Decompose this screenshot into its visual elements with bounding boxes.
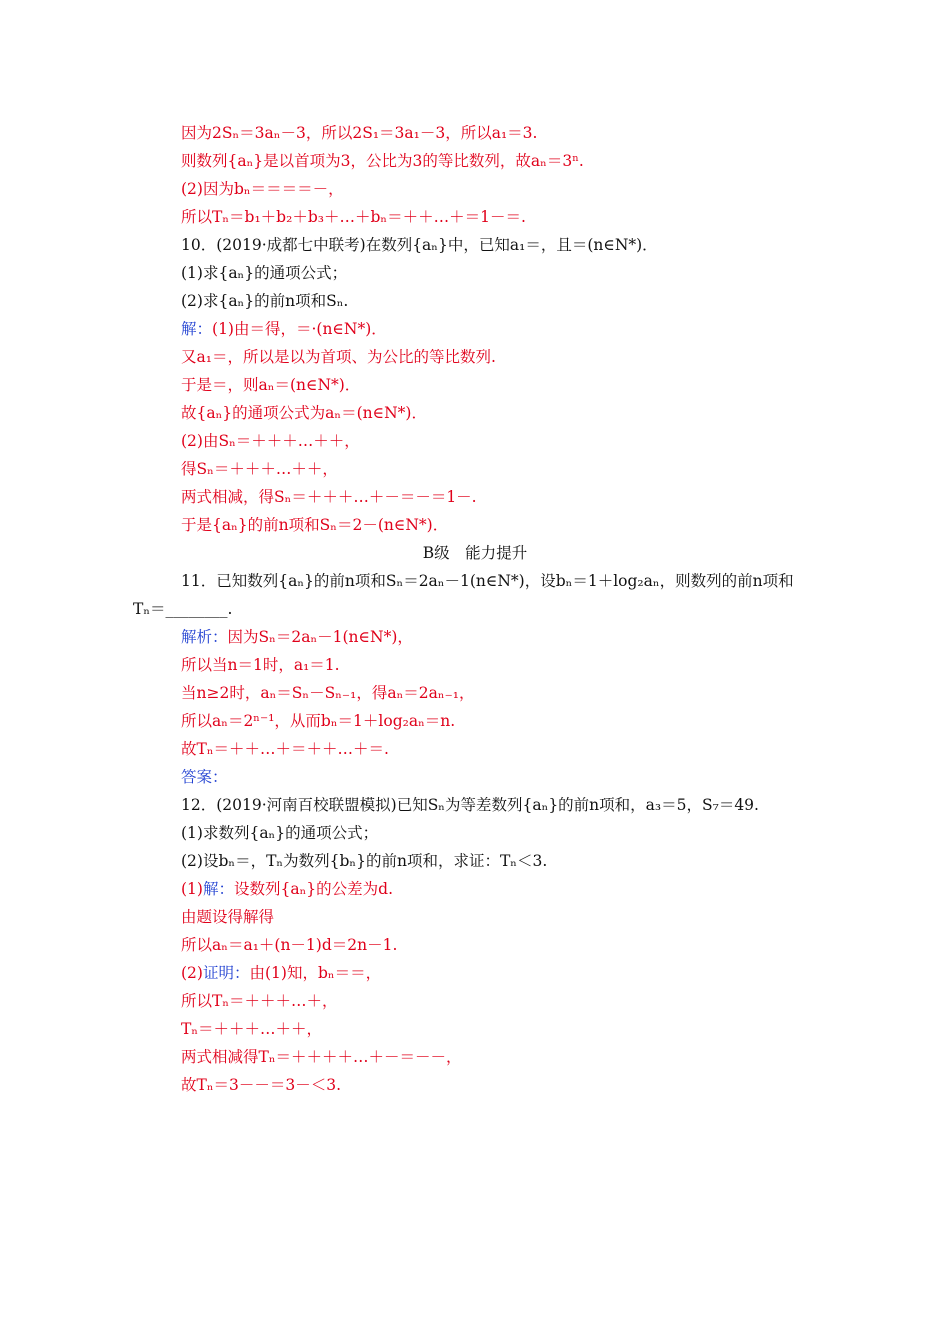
text-line: 于是＝，则aₙ＝(n∈N*)． <box>181 376 361 394</box>
text-line: (2)因为bₙ＝＝＝＝－， <box>181 180 344 198</box>
text-line: 于是{aₙ}的前n项和Sₙ＝2－(n∈N*)． <box>181 516 449 534</box>
text-line: 所以当n＝1时，a₁＝1. <box>181 656 340 674</box>
problem-11-statement: 11．已知数列{aₙ}的前n项和Sₙ＝2aₙ－1(n∈N*)，设bₙ＝1＋log₂aₙ，则数列的前n项和 <box>181 572 794 590</box>
text-line: 又a₁＝，所以是以为首项、为公比的等比数列. <box>181 348 496 366</box>
text-line: 则数列{aₙ}是以首项为3，公比为3的等比数列，故aₙ＝3ⁿ. <box>181 152 584 170</box>
analysis-label: 解析： <box>181 628 228 646</box>
solution-line: (1)解：设数列{aₙ}的公差为d. <box>181 880 394 898</box>
section-heading: B级 能力提升 <box>422 544 528 562</box>
text-line: 所以Tₙ＝＋＋＋…＋， <box>181 992 338 1010</box>
problem-12-part-2: (2)设bₙ＝，Tₙ为数列{bₙ}的前n项和，求证：Tₙ＜3. <box>181 852 548 870</box>
analysis-line: 解析：因为Sₙ＝2aₙ－1(n∈N*)， <box>181 628 413 646</box>
answer-line <box>181 767 228 787</box>
text-line: Tₙ＝＋＋＋…＋＋， <box>181 1020 323 1038</box>
text-line: 两式相减得Tₙ＝＋＋＋＋…＋－＝－－， <box>181 1048 462 1066</box>
proof-label: 证明： <box>202 964 250 982</box>
problem-10-part-1: (1)求{aₙ}的通项公式； <box>181 264 348 282</box>
text-line: 故Tₙ＝＋＋…＋＝＋＋…＋＝. <box>181 740 389 758</box>
text-line: 所以aₙ＝a₁＋(n－1)d＝2n－1. <box>181 936 398 954</box>
text-line: 所以aₙ＝2ⁿ⁻¹，从而bₙ＝1＋log₂aₙ＝n. <box>181 712 456 730</box>
proof-line: (2)证明：由(1)知，bₙ＝＝， <box>181 964 382 982</box>
text-line: 当n≥2时，aₙ＝Sₙ－Sₙ₋₁，得aₙ＝2aₙ₋₁， <box>181 684 475 702</box>
text-line: 故{aₙ}的通项公式为aₙ＝(n∈N*)． <box>181 404 427 422</box>
problem-10-part-2: (2)求{aₙ}的前n项和Sₙ. <box>181 292 349 310</box>
text-line: 得Sₙ＝＋＋＋…＋＋， <box>181 460 338 478</box>
text-line: 由题设得解得 <box>181 908 275 926</box>
problem-11-blank: Tₙ＝________. <box>133 600 233 618</box>
text-line: 所以Tₙ＝b₁＋b₂＋b₃＋…＋bₙ＝＋＋…＋＝1－＝. <box>181 208 526 226</box>
text-line: 两式相减，得Sₙ＝＋＋＋…＋－＝－＝1－. <box>181 488 477 506</box>
text-line: 因为2Sₙ＝3aₙ－3，所以2S₁＝3a₁－3，所以a₁＝3. <box>181 124 538 142</box>
solution-line: 解：(1)由＝得，＝·(n∈N*)． <box>181 320 387 338</box>
problem-12-part-1: (1)求数列{aₙ}的通项公式； <box>181 824 379 842</box>
problem-12-statement: 12．(2019·河南百校联盟模拟)已知Sₙ为等差数列{aₙ}的前n项和，a₃＝5，S₇＝49. <box>181 796 759 814</box>
solution-label: 解： <box>181 320 213 338</box>
problem-10-statement: 10．(2019·成都七中联考)在数列{aₙ}中，已知a₁＝，且＝(n∈N*)． <box>181 236 658 254</box>
text-line: (2)由Sₙ＝＋＋＋…＋＋， <box>181 432 360 450</box>
solution-label: 解： <box>202 880 234 898</box>
answer-label: 答案： <box>181 768 228 786</box>
text-line: 故Tₙ＝3－－＝3－＜3. <box>181 1076 342 1094</box>
